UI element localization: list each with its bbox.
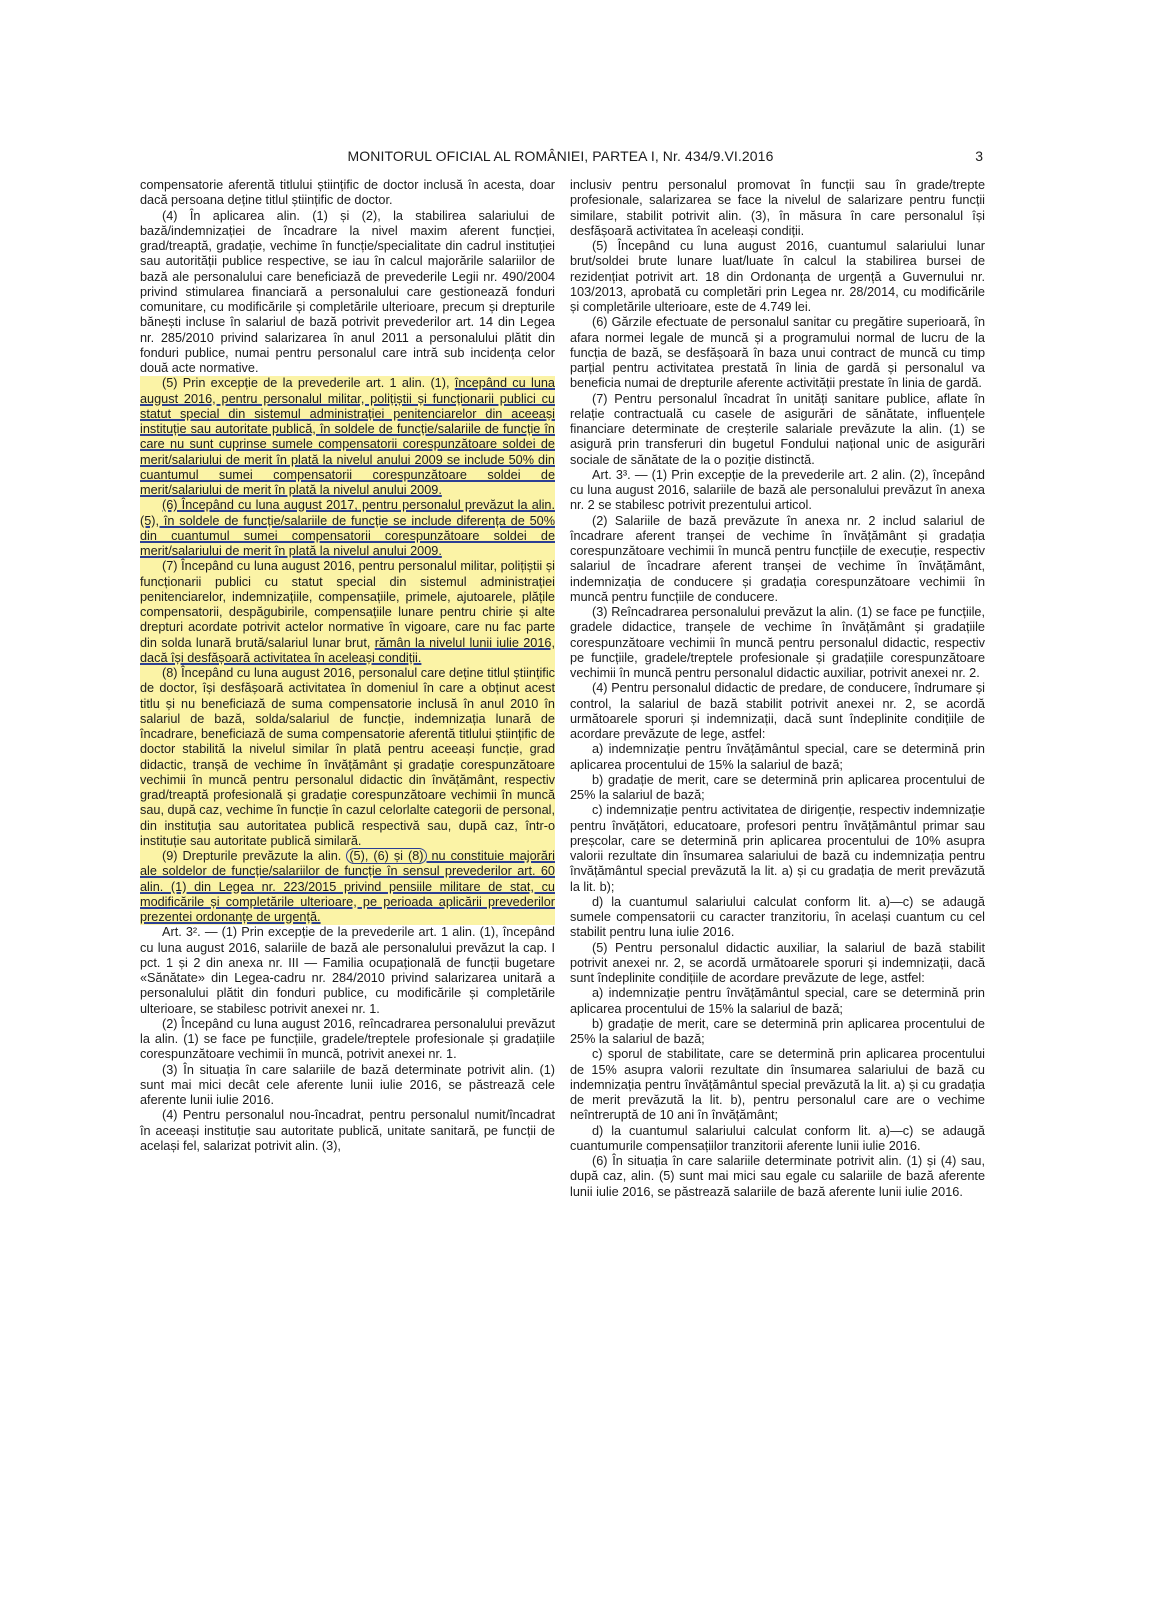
paragraph: Art. 3². — (1) Prin excepție de la prevederile art. 1 alin. (1), începând cu luna august 2016, salariile de bază ale personalului prevăzut la cap. I pct. 1 și 2 din anexa nr. III — Familia ocupațională de funcții bugetare «Sănătate» din Legea-cadru nr. 284/2010 privind salarizarea unitară a personalului plătit din fonduri publice, cu modificările și completările ulterioare, se stabilesc potrivit anexei nr. 1. xyxy=(140,925,555,1016)
page-header xyxy=(138,148,983,168)
paragraph: a) indemnizație pentru învățământul special, care se determină prin aplicarea procentului de 15% la salariul de bază; xyxy=(570,986,985,1016)
underlined-text: începând cu luna august 2016, pentru personalul militar, polițiștii și funcționarii publici cu statut special din sistemul administrației penitenciarelor din aceeași instituție sau autoritate publică, în soldele de funcție/salariile de funcție în care nu sunt cuprinse sumele compensatorii corespunzătoare soldei de merit/salariului de merit în plată la nivelul anului 2009 se include 50% din cuantumul sumei compensatorii corespunzătoare soldei de merit/salariului de merit în plată la nivelul anului 2009. xyxy=(140,376,555,497)
paragraph-highlighted xyxy=(140,559,555,666)
paragraph-struck xyxy=(140,498,555,559)
circled-text: (5), (6) și (8) xyxy=(346,848,426,864)
paragraph: d) la cuantumul salariului calculat conform lit. a)—c) se adaugă sumele compensatorii cu caracter tranzitoriu, în același cuantum cu cel stabilit pentru luna iulie 2016. xyxy=(570,894,985,940)
paragraph-highlighted: (8) Începând cu luna august 2016, personalul care deține titlul științific de doctor, își desfășoară activitatea în domeniul în care a obținut acest titlu și nu beneficiază de suma compensatorie inclusă în anul 2010 în salariul de bază, solda/salariul de funcție, indemnizația lunară de încadrare, beneficiază de suma compensatorie aferentă titlului științific de doctor stabilită la nivelul similar în plată pentru aceeași funcție, grad didactic, tranșă de vechime în învățământ și gradație corespunzătoare vechimii în muncă pentru personalul didactic din învățământ, respectiv grad/treaptă profesională și gradație corespunzătoare vechimii în muncă sau, după caz, vechime în funcție în cazul celorlalte categorii de personal, din instituția sau autoritatea publică respectivă sau, după caz, într-o instituție sau autoritate publică similară. xyxy=(140,666,555,848)
underlined-text: (6) Începând cu luna august 2017, pentru personalul prevăzut la alin. (5), în soldele de funcție/salariile de funcție se include diferența de 50% din cuantumul sumei compensatorii corespunzătoare soldei de merit/salariului de merit în plată la nivelul anului 2009. xyxy=(140,498,555,558)
left-column xyxy=(140,178,555,1154)
paragraph: (7) Pentru personalul încadrat în unități sanitare publice, aflate în relație contractuală cu casele de asigurări de sănătate, influențele financiare determinate de creșterile salariale prevăzute la alin. (1) se asigură prin transferuri din bugetul Fondului național unic de asigurări sociale de sănătate de la o poziție distinctă. xyxy=(570,391,985,467)
paragraph: a) indemnizație pentru învățământul special, care se determină prin aplicarea procentului de 15% la salariul de bază; xyxy=(570,742,985,772)
paragraph: (4) În aplicarea alin. (1) și (2), la stabilirea salariului de bază/indemnizației de încadrare la nivel maxim aferent funcției, grad/treaptă, gradație, vechime în funcție/specialitate din cadrul instituției sau autorității publice respective, se iau în calcul majorările salariilor de bază ale personalului care beneficiază de prevederile Legii nr. 490/2004 privind stimularea financiară a personalului care gestionează fonduri comunitare, cu modificările și completările ulterioare, precum și drepturile bănești incluse în salariul de bază potrivit prevederilor art. 14 din Legea nr. 285/2010 privind salarizarea în anul 2011 a personalului plătit din fonduri publice, numai pentru personalul care intră sub incidența celor două acte normative. xyxy=(140,208,555,375)
text-run: (9) Drepturile prevăzute la alin. xyxy=(162,849,347,863)
paragraph: (3) În situația în care salariile de bază determinate potrivit alin. (1) sunt mai mici decât cele aferente lunii iulie 2016, se păstrează cele aferente lunii iulie 2016. xyxy=(140,1062,555,1107)
page-number: 3 xyxy=(975,148,983,164)
paragraph: compensatorie aferentă titlului științific de doctor inclusă în acesta, doar dacă persoana deține titlul științific de doctor. xyxy=(140,178,555,208)
paragraph: (3) Reîncadrarea personalului prevăzut la alin. (1) se face pe funcțiile, gradele didactice, tranșele de vechime în învățământ și gradațiile corespunzătoare vechimii în muncă pentru personalul didactic, respectiv pe funcțiile, gradele/treptele profesionale și gradațiile corespunzătoare vechimii în muncă pentru personalul didactic auxiliar, potrivit anexei nr. 2. xyxy=(570,605,985,680)
paragraph: c) indemnizație pentru activitatea de dirigenție, respectiv indemnizație pentru învățători, educatoare, profesori pentru învățământul primar sau preșcolar, care se determină prin aplicarea procentului de 10% asupra valorii rezultate din însumarea salariului de bază cu indemnizația pentru învățământul special prevăzută la lit. a) și cu gradația de merit prevăzută la lit. b); xyxy=(570,803,985,894)
paragraph: c) sporul de stabilitate, care se determină prin aplicarea procentului de 15% asupra valorii rezultate din însumarea salariului de bază cu indemnizația pentru învățământul special prevăzută la lit. a) și cu gradația de merit prevăzută la lit. b), pentru personalul care are o vechime neîntreruptă de 10 ani în învățământ; xyxy=(570,1047,985,1123)
paragraph-highlighted xyxy=(140,849,555,925)
paragraph-highlighted xyxy=(140,376,555,498)
paragraph: (6) În situația în care salariile determinate potrivit alin. (1) și (4) sau, după caz, alin. (5) sunt mai mici sau egale cu salariile de bază aferente lunii iulie 2016, se păstrează salariile de bază aferente lunii iulie 2016. xyxy=(570,1154,985,1199)
paragraph: (4) Pentru personalul nou-încadrat, pentru personalul numit/încadrat în aceeași instituție sau autoritate publică, unitate sanitară, pe funcții de același fel, salarizat potrivit alin. (3), xyxy=(140,1108,555,1153)
paragraph: (2) Începând cu luna august 2016, reîncadrarea personalului prevăzut la alin. (1) se face pe funcțiile, gradele/treptele profesionale și gradațiile corespunzătoare vechimii în muncă, potrivit anexei nr. 1. xyxy=(140,1016,555,1062)
paragraph: d) la cuantumul salariului calculat conform lit. a)—c) se adaugă cuantumurile compensațiilor tranzitorii aferente lunii iulie 2016. xyxy=(570,1123,985,1153)
underlined-text: rămân la nivelul lunii iulie 2016, dacă își desfășoară activitatea în aceleași condiții. xyxy=(140,635,555,665)
paragraph: inclusiv pentru personalul promovat în funcții sau în grade/trepte profesionale, salarizarea se face la nivelul de salarizare pentru funcții similare, stabilit potrivit alin. (3), în măsura în care personalul își desfășoară activitatea în aceleași condiții. xyxy=(570,178,985,238)
text-run: (7) Începând cu luna august 2016, pentru personalul militar, polițiștii și funcționarii publici cu statut special din sistemul administrației penitenciarelor, indemnizațiile, compensațiile, primele, ajutoarele, plățile compensatorii, despăgubirile, compensațiile lunare pentru chirie și alte drepturi acordate potrivit actelor normative în vigoare, care nu fac parte din solda lunară brută/salariul lunar brut, xyxy=(140,559,555,650)
underlined-text: nu constituie majorări ale soldelor de funcție/salariilor de funcție în sensul prevederilor art. 60 alin. (1) din Legea nr. 223/2015 privind pensiile militare de stat, cu modificările și completările ulterioare, pe perioada aplicării prevederilor prezentei ordonanțe de urgență. xyxy=(140,849,556,924)
paragraph: b) gradație de merit, care se determină prin aplicarea procentului de 25% la salariul de bază; xyxy=(570,1016,985,1046)
paragraph: (2) Salariile de bază prevăzute în anexa nr. 2 includ salariul de încadrare aferent tranșei de vechime în învățământ și gradația corespunzătoare vechimii în muncă pentru funcțiile de execuție, respectiv salariul de încadrare aferent tranșei de vechime în învățământ, indemnizația de conducere și gradația corespunzătoare vechimii în muncă pentru funcțiile de conducere. xyxy=(570,513,985,604)
paragraph: Art. 3³. — (1) Prin excepție de la prevederile art. 2 alin. (2), începând cu luna august 2016, salariile de bază ale personalului prevăzut în anexa nr. 2 se stabilesc potrivit prezentului articol. xyxy=(570,467,985,513)
paragraph: b) gradație de merit, care se determină prin aplicarea procentului de 25% la salariul de bază; xyxy=(570,772,985,802)
paragraph: (6) Gărzile efectuate de personalul sanitar cu pregătire superioară, în afara normei legale de muncă și a programului normal de lucru de la funcția de bază, se desfășoară în baza unui contract de muncă cu timp parțial pentru activitatea prestată în linia de gardă și personalul va beneficia numai de drepturile aferente activității prestate în linia de gardă. xyxy=(570,315,985,391)
right-column xyxy=(570,178,985,1200)
paragraph: (5) Începând cu luna august 2016, cuantumul salariului lunar brut/soldei brute lunare luat/luate în calcul la stabilirea bursei de rezidențiat potrivit art. 18 din Ordonanța de urgență a Guvernului nr. 103/2013, aprobată cu completări prin Legea nr. 28/2014, cu modificările și completările ulterioare, este de 4.749 lei. xyxy=(570,239,985,314)
paragraph: (4) Pentru personalul didactic de predare, de conducere, îndrumare și control, la salariul de bază stabilit potrivit anexei nr. 2, se acordă următoarele sporuri și indemnizații, dacă sunt îndeplinite condițiile de acordare prevăzute de lege, astfel: xyxy=(570,681,985,741)
paragraph: (5) Pentru personalul didactic auxiliar, la salariul de bază stabilit potrivit anexei nr. 2, se acordă următoarele sporuri și indemnizații, dacă sunt îndeplinite condițiile de acordare prevăzute de lege, astfel: xyxy=(570,940,985,985)
publication-title: MONITORUL OFICIAL AL ROMÂNIEI, PARTEA I, Nr. 434/9.VI.2016 xyxy=(347,148,774,164)
text-run: (5) Prin excepție de la prevederile art. 1 alin. (1), xyxy=(162,376,455,391)
